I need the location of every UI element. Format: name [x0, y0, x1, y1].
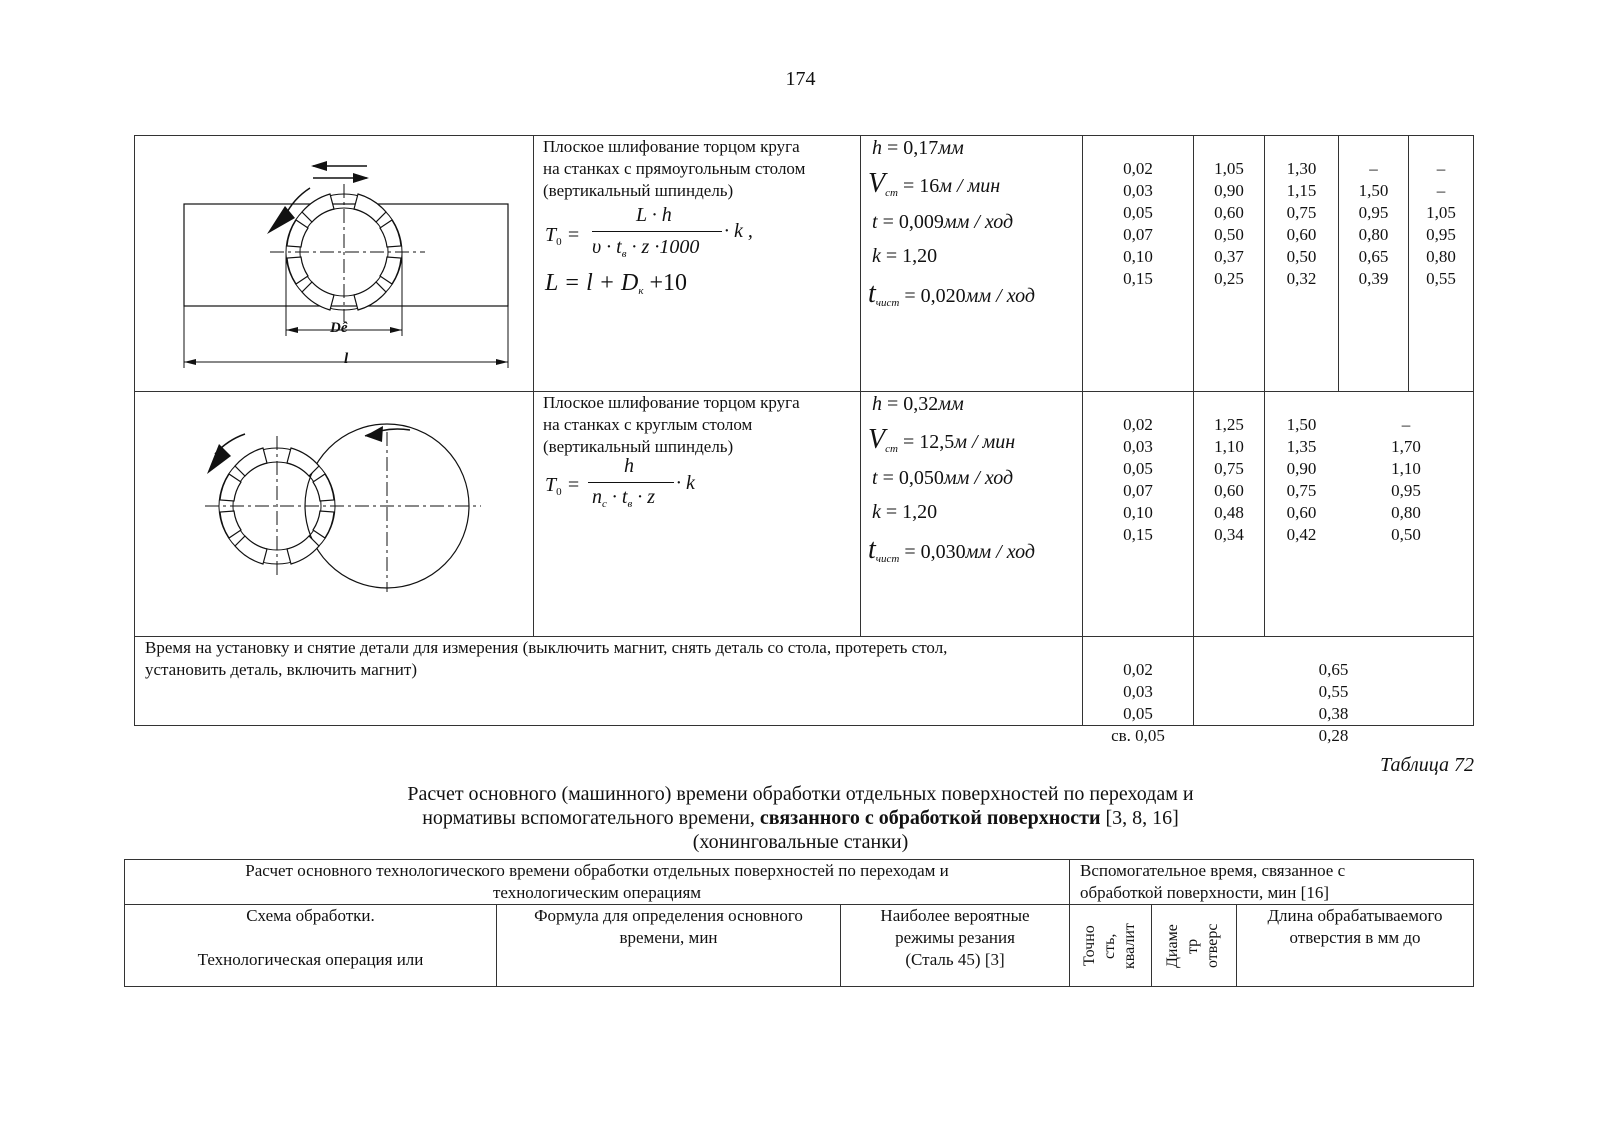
rectangular-table-grinding-diagram: [135, 136, 532, 390]
col-divider: [533, 135, 534, 636]
col-header-diameter: Диаме тр отверс: [1164, 923, 1221, 969]
value-column-merged: – 1,70 1,10 0,95 0,80 0,50: [1391, 415, 1421, 544]
operation-description: Плоское шлифование торцом круга на станках с круглым столом (вертикальный шпиндель): [543, 393, 800, 456]
value-column: 0,02 0,03 0,05 0,07 0,10 0,15: [1123, 159, 1153, 288]
formula-lhs: $T_0$ =: [545, 474, 581, 498]
mode-t-finish: $t_{чист} = 0,030мм$ / ход: [868, 534, 1035, 565]
value-column: – 1,50 0,95 0,80 0,65 0,39: [1358, 159, 1389, 288]
value-column: 1,50 1,35 0,90 0,75 0,60 0,42: [1286, 415, 1317, 544]
table-border-right: [1473, 859, 1474, 986]
fraction-bar: [588, 482, 674, 483]
col-header-modes: Наиболее вероятные режимы резания (Сталь 45) [3]: [880, 906, 1030, 969]
dimension-label-dk: Dê: [330, 320, 348, 336]
operation-description: Плоское шлифование торцом круга на станках с прямоугольным столом (вертикальный шпиндель): [543, 137, 806, 200]
value-column: – – 1,05 0,95 0,80 0,55: [1426, 159, 1456, 288]
fraction-bar: [592, 231, 722, 232]
dimension-label-l: l: [344, 351, 349, 367]
mode-k: k = 1,20: [872, 501, 938, 523]
mode-v: $V_{ст} = 16м$ / мин: [868, 168, 1001, 199]
value-column-merged: 0,65 0,55 0,38 0,28: [1318, 660, 1349, 745]
mode-t: t = 0,009мм / ход: [872, 211, 1014, 233]
table-caption: Расчет основного (машинного) времени обработки отдельных поверхностей по переходам и нормативы вспомогательного времени, связанного с обработкой поверхности [3, 8, 16] (хонинговальные станки): [407, 783, 1194, 853]
mode-h: h = 0,17мм: [872, 137, 964, 159]
col-divider: [1151, 904, 1152, 986]
mode-t: t = 0,050мм / ход: [872, 467, 1014, 489]
value-column: 0,02 0,03 0,05 св. 0,05: [1111, 660, 1165, 745]
formula-numerator: h: [624, 455, 634, 477]
table-border-bottom: [124, 986, 1474, 987]
value-column: 1,25 1,10 0,75 0,60 0,48 0,34: [1214, 415, 1244, 544]
formula-tail: · k ,: [724, 220, 753, 242]
value-column: 0,02 0,03 0,05 0,07 0,10 0,15: [1123, 415, 1153, 544]
mode-t-finish: $t_{чист} = 0,020мм$ / ход: [868, 278, 1035, 309]
col-header-scheme: Схема обработки. Технологическая операция или: [197, 906, 424, 969]
table-label: Таблица 72: [1380, 754, 1474, 776]
l-formula: $L = l + D_к +10$: [545, 270, 688, 297]
formula-tail: · k: [676, 472, 695, 494]
value-column: 1,30 1,15 0,75 0,60 0,50 0,32: [1286, 159, 1317, 288]
col-header-accuracy: Точно сть, квалит: [1081, 923, 1138, 969]
mode-k: k = 1,20: [872, 245, 938, 267]
setup-time-description: Время на установку и снятие детали для измерения (выключить магнит, снять деталь со стола, протереть стол, установить деталь, включить магнит): [145, 638, 948, 679]
formula-lhs: $T_0$ =: [545, 224, 581, 248]
round-table-grinding-diagram: [135, 392, 532, 635]
formula-numerator: L · h: [636, 204, 672, 226]
col-divider: [1069, 859, 1070, 986]
formula-denominator: $\upsilon \cdot t_в \cdot z \cdot 1000$: [592, 236, 700, 260]
value-column: 1,05 0,90 0,60 0,50 0,37 0,25: [1214, 159, 1244, 288]
header-main-time: Расчет основного технологического времени обработки отдельных поверхностей по переходам и технологическим операциям: [245, 861, 949, 902]
mode-h: h = 0,32мм: [872, 393, 964, 415]
mode-v: $V_{ст} = 12,5м$ / мин: [868, 424, 1016, 455]
col-divider: [860, 135, 861, 636]
col-header-formula: Формула для определения основного времени, мин: [534, 906, 803, 947]
header-auxiliary-time: Вспомогательное время, связанное с обработкой поверхности, мин [16]: [1080, 861, 1346, 902]
col-header-length: Длина обрабатываемого отверстия в мм до: [1267, 906, 1443, 947]
table-border-right: [1473, 135, 1474, 725]
formula-denominator: $n_с \cdot t_в \cdot z$: [592, 486, 656, 510]
page-number: 174: [785, 68, 816, 90]
